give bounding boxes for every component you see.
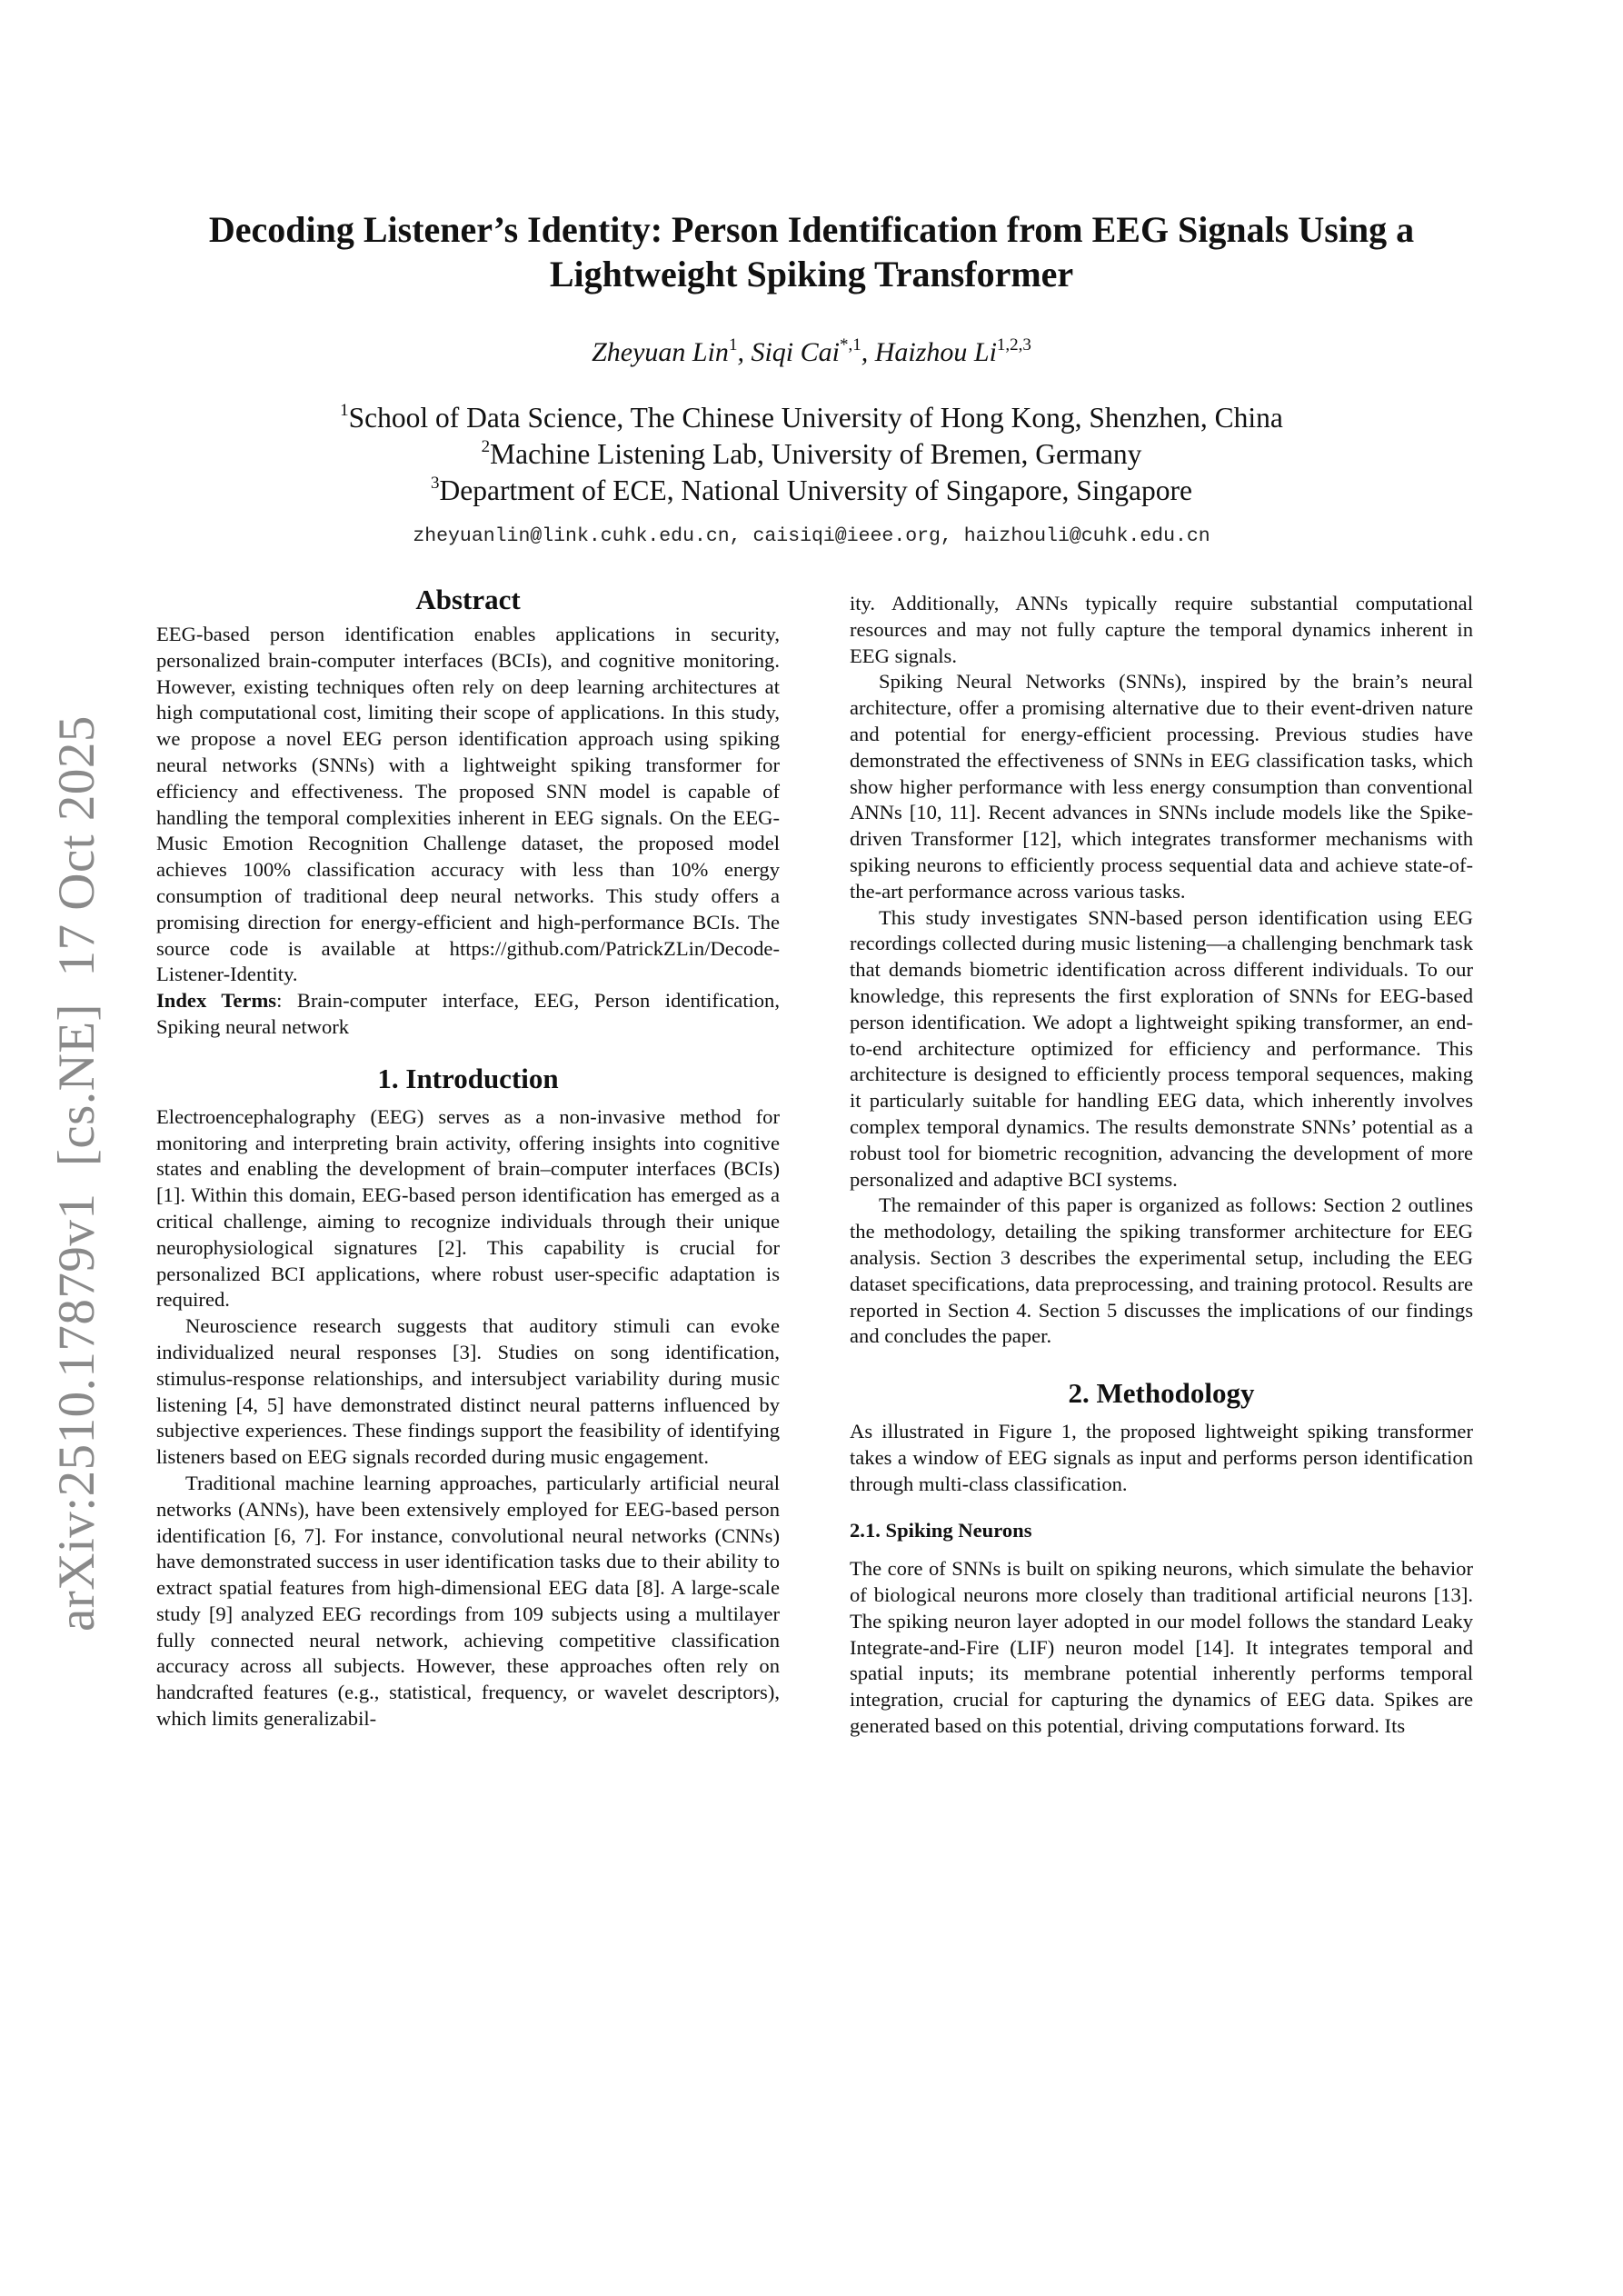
title-line-2: Lightweight Spiking Transformer (549, 254, 1074, 294)
intro-paragraph: ity. Additionally, ANNs typically require substantial computational resources and may not fully capture the temporal dynamics inherent in EEG signals. (850, 592, 1473, 667)
intro-paragraph: Traditional machine learning approaches, particularly artificial neural networks (ANNs), have been extensively employed for EEG-based person identification [6, 7]. For instance, convolutional neural networks (CNNs) have demonstrated success in user identification tasks due to their ability to extract spatial features from high-dimensional EEG data [8]. A large-scale study [9] analyzed EEG recordings from 109 subjects using a multilayer fully connected neural network, achieving competitive classification accuracy across all subjects. However, these approaches often rely on handcrafted features (e.g., statistical, frequency, or wavelet descriptors), which limits generalizabil- (156, 1471, 780, 1731)
abstract-heading: Abstract (415, 584, 521, 615)
affiliation: $^1$School of Data Science, The Chinese University of Hong Kong, Shenzhen, China (340, 401, 1283, 434)
title-line-1: Decoding Listener’s Identity: Person Identification from EEG Signals Using a (208, 209, 1415, 250)
abstract-body: EEG-based person identification enables applications in security, personalized brain-computer interfaces (BCIs), and cognitive monitoring. However, existing techniques often rely on deep learning architectures at high computational cost, limiting their scope of applications. In this study, we propose a novel EEG person identification approach using spiking neural networks (SNNs) with a lightweight spiking transformer for efficiency and effectiveness. The proposed SNN model is capable of handling the temporal complexities inherent in EEG signals. On the EEG-Music Emotion Recognition Challenge dataset, the proposed model achieves 100% classification accuracy with less than 10% energy consumption of traditional deep neural networks. This study offers a promising direction for energy-efficient and high-performance BCIs. The source code is available at https://github.com/PatrickZLin/Decode-Listener-Identity. (156, 623, 780, 986)
arxiv-identifier-stamp: arXiv:2510.17879v1 [cs.NE] 17 Oct 2025 (48, 715, 105, 1632)
affiliation: $^2$Machine Listening Lab, University of Bremen, Germany (481, 437, 1142, 470)
left-column (156, 582, 780, 1732)
author: Haizhou Li$^{1,2,3}$ (874, 335, 1031, 367)
subsection-heading-spiking-neurons: 2.1. Spiking Neurons (850, 1518, 1032, 1542)
spiking-neurons-body: The core of SNNs is built on spiking neurons, which simulate the behavior of biological neurons more closely than traditional artificial neurons [13]. The spiking neuron layer adopted in our model follows the standard Leaky Integrate-and-Fire (LIF) neuron model [14]. It integrates temporal and spatial inputs; its membrane potential inherently performs temporal integration, crucial for capturing the dynamics of EEG data. Spikes are generated based on this potential, driving computations forward. Its (850, 1557, 1473, 1738)
index-terms-label: Index Terms (156, 989, 277, 1013)
intro-paragraph: Electroencephalography (EEG) serves as a non-invasive method for monitoring and interpreting brain activity, offering insights into cognitive states and enabling the development of brain–computer interfaces (BCIs) [1]. Within this domain, EEG-based person identification has emerged as a critical challenge, aiming to recognize individuals through their unique neurophysiological signatures [2]. This capability is crucial for personalized BCI applications, where robust user-specific adaptation is required. (156, 1104, 780, 1312)
introduction-heading: 1. Introduction (377, 1062, 559, 1094)
author: Zheyuan Lin$^1$, (592, 335, 752, 367)
author-list (136, 336, 1487, 369)
intro-paragraph: The remainder of this paper is organized as follows: Section 2 outlines the methodology, detailing the spiking transformer architecture for EEG analysis. Section 3 describes the experimental setup, including the EEG dataset specifications, data preprocessing, and training protocol. Results are reported in Section 4. Section 5 discusses the implications of our findings and concludes the paper. (850, 1193, 1473, 1348)
paper-title (136, 207, 1487, 296)
affiliations (136, 400, 1487, 509)
author: Siqi Cai$^{*,1}$, (751, 335, 875, 367)
affiliation: $^3$Department of ECE, National University of Singapore, Singapore (431, 474, 1192, 506)
intro-paragraph: This study investigates SNN-based person identification using EEG recordings collected during music listening—a challenging benchmark task that demands biometric identification across different individuals. To our knowledge, this represents the first exploration of SNNs for EEG-based person identification. We adopt a lightweight spiking transformer, an end-to-end architecture optimized for efficiency and performance. This architecture is designed to efficiently process temporal sequences, making it particularly suitable for handling EEG data, which inherently involves complex temporal dynamics. The results demonstrate SNNs’ potential as a robust tool for biometric recognition, advancing the development of more personalized and adaptive BCI systems. (850, 905, 1473, 1191)
index-terms-text: : Brain-computer interface, EEG, Person identification, Spiking neural network (156, 989, 780, 1038)
intro-paragraph: Spiking Neural Networks (SNNs), inspired by the brain’s neural architecture, offer a promising alternative due to their event-driven nature and potential for energy-efficient processing. Previous studies have demonstrated the effectiveness of SNNs in EEG classification tasks, which show higher performance with less energy consumption than conventional ANNs [10, 11]. Recent advances in SNNs include models like the Spike-driven Transformer [12], which integrates transformer mechanisms with spiking neurons to efficiently process sequential data and achieve state-of-the-art performance across various tasks. (850, 670, 1473, 903)
right-column (850, 591, 1473, 1740)
methodology-heading: 2. Methodology (1068, 1377, 1255, 1410)
methodology-intro: As illustrated in Figure 1, the proposed lightweight spiking transformer takes a window of EEG signals as input and performs person identification through multi-class classification. (850, 1420, 1473, 1495)
index-terms (156, 988, 780, 1041)
author-emails: zheyuanlin@link.cuhk.edu.cn, caisiqi@ieee.org, haizhouli@cuhk.edu.cn (413, 525, 1210, 547)
intro-paragraph: Neuroscience research suggests that auditory stimuli can evoke individualized neural responses [3]. Studies on song identification, stimulus-response relationships, and intersubject variability during music listening [4, 5] have demonstrated distinct neural patterns influenced by subjective experiences. These findings support the feasibility of identifying listeners based on EEG signals recorded during music engagement. (156, 1314, 780, 1469)
